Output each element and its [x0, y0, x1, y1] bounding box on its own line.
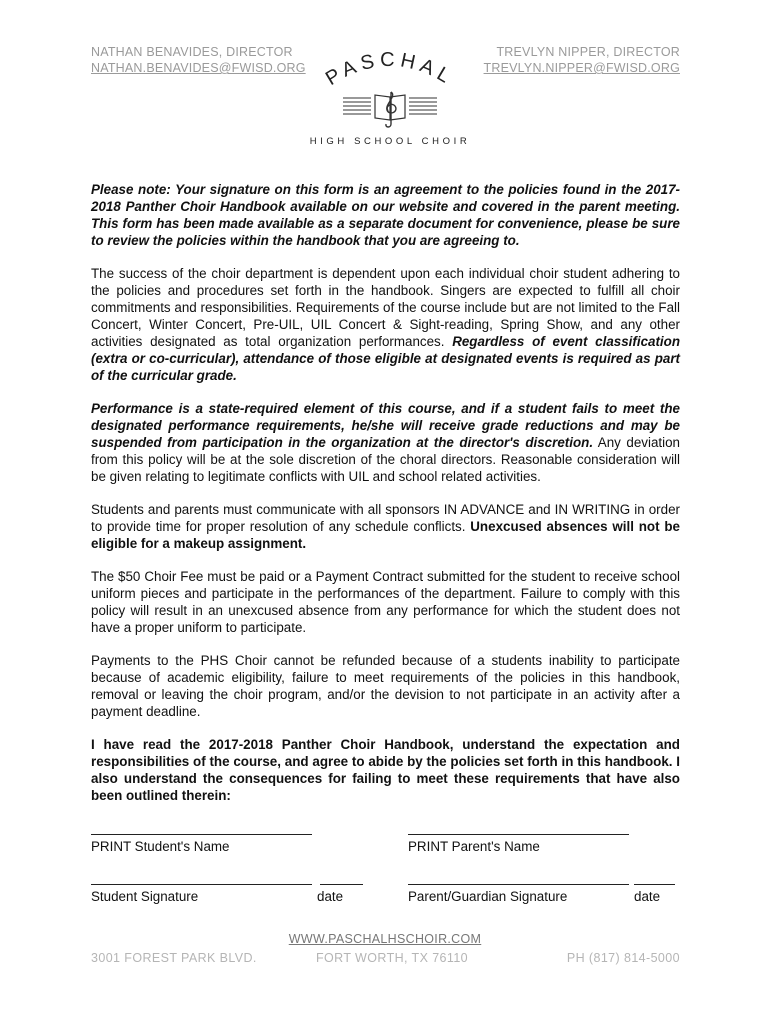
paragraph-refund: Payments to the PHS Choir cannot be refunded because of a students inability to participate because of academic eligibility, failure to meet requirements of the policies in this handbook, removal or leaving the choir program, and/or the devision to not participate in an activity after a payment deadline.: [91, 653, 680, 719]
paragraph-success: [91, 265, 680, 384]
paragraph-communication: [91, 501, 680, 552]
paragraph-communication-text: Students and parents must communicate with all sponsors IN ADVANCE and IN WRITING in order to provide time for proper resolution of any schedule conflicts.: [91, 502, 680, 534]
parent-date-line[interactable]: [634, 884, 675, 885]
parent-date-label: date: [634, 889, 661, 904]
student-name-line[interactable]: [91, 834, 312, 835]
paschal-choir-logo: [305, 48, 475, 154]
header-right: [484, 44, 680, 76]
paragraph-success-emphasis: Regardless of event classification (extra or co-curricular), attendance of those eligible at designated events is required as part of the curricular grade.: [91, 334, 681, 383]
paragraph-communication-emphasis: Unexcused absences will not be eligible for a makeup assignment.: [91, 519, 680, 551]
director-left-email[interactable]: NATHAN.BENAVIDES@FWISD.ORG: [91, 61, 306, 75]
form-body: [91, 181, 680, 820]
student-name-label: PRINT Student's Name: [91, 839, 230, 854]
note-paragraph: Please note: Your signature on this form is an agreement to the policies found in the 2017-2018 Panther Choir Handbook available on our website and covered in the parent meeting. This form has been made available as a separate document for convenience, please be sure to review the policies within the handbook that you are agreeing to.: [91, 182, 680, 248]
parent-signature-line[interactable]: [408, 884, 629, 885]
paragraph-fee: The $50 Choir Fee must be paid or a Payment Contract submitted for the student to receive school uniform pieces and participate in the performances of the department. Failure to comply with this policy will result in an unexcused absence from any performance for which the student does not have a proper uniform to participate.: [91, 569, 680, 635]
header-left: [91, 44, 306, 76]
treble-clef-book-icon: [375, 92, 405, 127]
website-link[interactable]: WWW.PASCHALHSCHOIR.COM: [288, 932, 482, 946]
logo-title: PASCHAL: [322, 48, 459, 91]
student-signature-label: Student Signature: [91, 889, 199, 904]
footer-city: FORT WORTH, TX 76110: [316, 951, 469, 965]
paragraph-success-text: The success of the choir department is dependent upon each individual choir student adhering to the policies and procedures set forth in the handbook. Singers are expected to fulfill all choir commitments and responsibilities. Requirements of the course include but are not limited to the Fall Concert, Winter Concert, Pre-UIL, UIL Concert & Sight-reading, Spring Show, and any other activities designated as total organization performances.: [91, 266, 680, 349]
parent-signature-label: Parent/Guardian Signature: [408, 889, 568, 904]
director-right-name: TREVLYN NIPPER, DIRECTOR: [496, 45, 680, 59]
footer-phone: PH (817) 814-5000: [566, 951, 680, 965]
paragraph-performance: [91, 400, 680, 485]
parent-name-line[interactable]: [408, 834, 629, 835]
parent-name-label: PRINT Parent's Name: [408, 839, 540, 854]
student-date-line[interactable]: [320, 884, 363, 885]
student-signature-line[interactable]: [91, 884, 312, 885]
paragraph-performance-text: Any deviation from this policy will be at the sole discretion of the choral directors. Reasonable consideration will be given relating to legitimate conflicts with UIL and school related activities.: [91, 435, 680, 484]
director-right-email[interactable]: TREVLYN.NIPPER@FWISD.ORG: [483, 61, 680, 75]
student-date-label: date: [317, 889, 344, 904]
director-left-name: NATHAN BENAVIDES, DIRECTOR: [91, 45, 293, 59]
footer-address: 3001 FOREST PARK BLVD.: [91, 951, 257, 965]
agreement-paragraph: I have read the 2017-2018 Panther Choir Handbook, understand the expectation and responsibilities of the course, and agree to abide by the policies set forth in this handbook. I also understand the consequences for failing to meet these requirements that have also been outlined therein:: [91, 737, 680, 803]
svg-text:PASCHAL: [322, 49, 458, 90]
paragraph-performance-emphasis: Performance is a state-required element of this course, and if a student fails to meet the designated performance requirements, he/she will receive grade reductions and may be suspended from participation in the organization at the director's discretion.: [91, 401, 680, 450]
logo-subtitle: HIGH SCHOOL CHOIR: [309, 136, 471, 147]
